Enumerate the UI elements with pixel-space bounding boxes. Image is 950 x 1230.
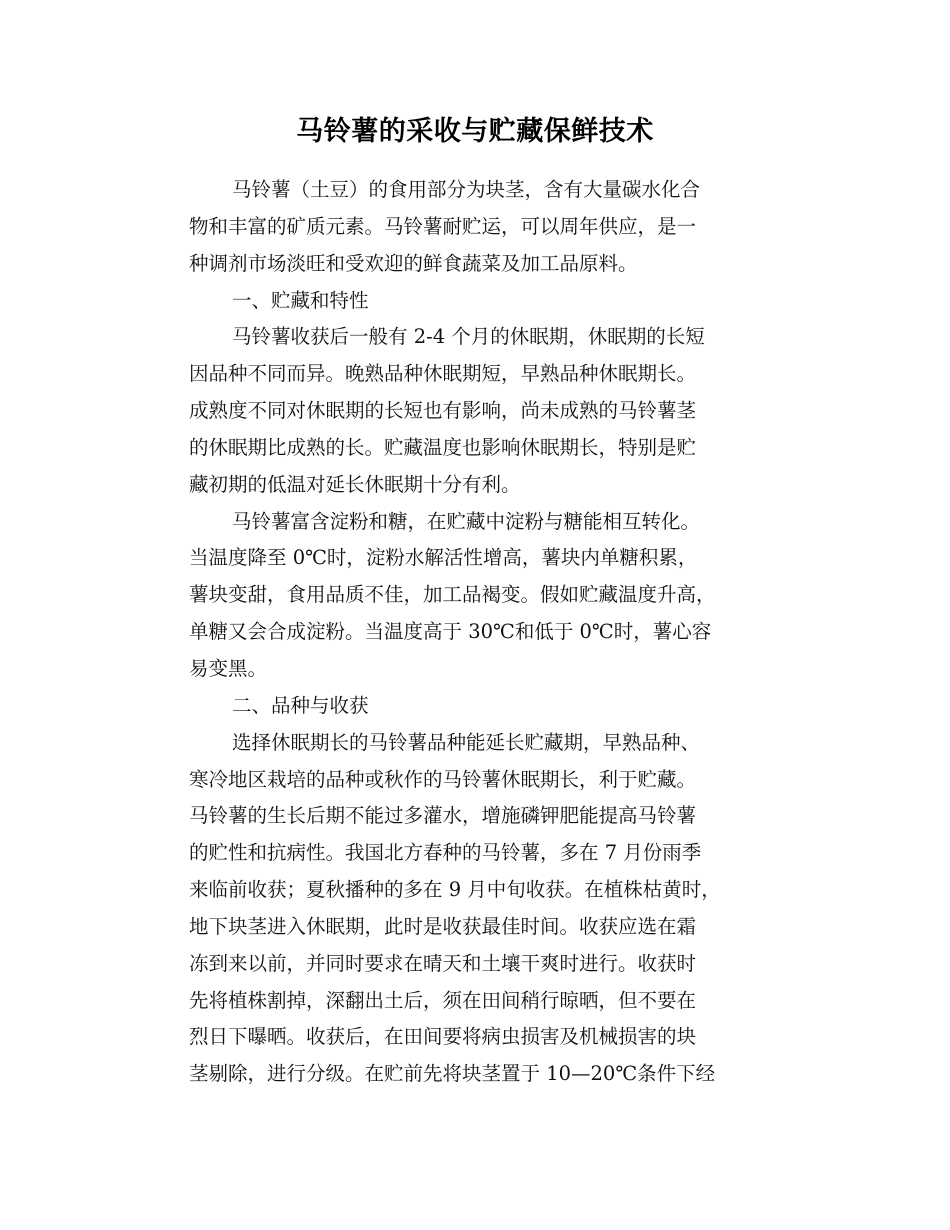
text-line: 地下块茎进入休眠期，此时是收获最佳时间。收获应选在霜 (189, 914, 697, 938)
document-body (189, 172, 769, 1093)
text-line: 马铃薯富含淀粉和糖，在贮藏中淀粉与糖能相互转化。 (232, 509, 701, 533)
text-line: 易变黑。 (189, 656, 268, 680)
text-line: 马铃薯收获后一般有 2-4 个月的休眠期，休眠期的长短 (232, 325, 705, 349)
text-line: 马铃薯（土豆）的食用部分为块茎，含有大量碳水化合 (232, 178, 701, 201)
text-line: 的休眠期比成熟的长。贮藏温度也影响休眠期长，特别是贮 (189, 435, 697, 459)
text-line: 来临前收获；夏秋播种的多在 9 月中旬收获。在植株枯黄时， (189, 878, 721, 902)
section-heading: 二、品种与收获 (232, 693, 369, 717)
text-line: 先将植株割掉，深翻出土后，须在田间稍行晾晒，但不要在 (189, 988, 697, 1012)
text-line: 当温度降至 0℃时，淀粉水解活性增高，薯块内单糖积累， (189, 546, 698, 570)
text-line: 茎剔除，进行分级。在贮前先将块茎置于 10—20℃条件下经 (189, 1062, 716, 1086)
text-line: 物和丰富的矿质元素。马铃薯耐贮运，可以周年供应，是一 (189, 214, 697, 238)
text-line: 的贮性和抗病性。我国北方春种的马铃薯，多在 7 月份雨季 (189, 841, 702, 865)
text-line: 藏初期的低温对延长休眠期十分有利。 (189, 472, 521, 496)
text-line: 薯块变甜，食用品质不佳，加工品褐变。假如贮藏温度升高， (189, 583, 716, 607)
text-line: 单糖又会合成淀粉。当温度高于 30℃和低于 0℃时，薯心容 (189, 620, 712, 644)
text-line: 马铃薯的生长后期不能过多灌水，增施磷钾肥能提高马铃薯 (189, 804, 697, 828)
text-line: 因品种不同而异。晚熟品种休眠期短，早熟品种休眠期长。 (189, 362, 697, 386)
text-line: 寒冷地区栽培的品种或秋作的马铃薯休眠期长，利于贮藏。 (189, 767, 697, 791)
text-line: 烈日下曝晒。收获后，在田间要将病虫损害及机械损害的块 (189, 1025, 697, 1049)
document-title: 马铃薯的采收与贮藏保鲜技术 (296, 116, 654, 147)
text-line: 种调剂市场淡旺和受欢迎的鲜食蔬菜及加工品原料。 (189, 251, 638, 275)
text-line: 冻到来以前，并同时要求在晴天和土壤干爽时进行。收获时 (189, 951, 697, 975)
text-line: 成熟度不同对休眠期的长短也有影响，尚未成熟的马铃薯茎 (189, 399, 697, 423)
text-line: 选择休眠期长的马铃薯品种能延长贮藏期，早熟品种、 (232, 730, 701, 754)
section-heading: 一、贮藏和特性 (232, 288, 369, 312)
